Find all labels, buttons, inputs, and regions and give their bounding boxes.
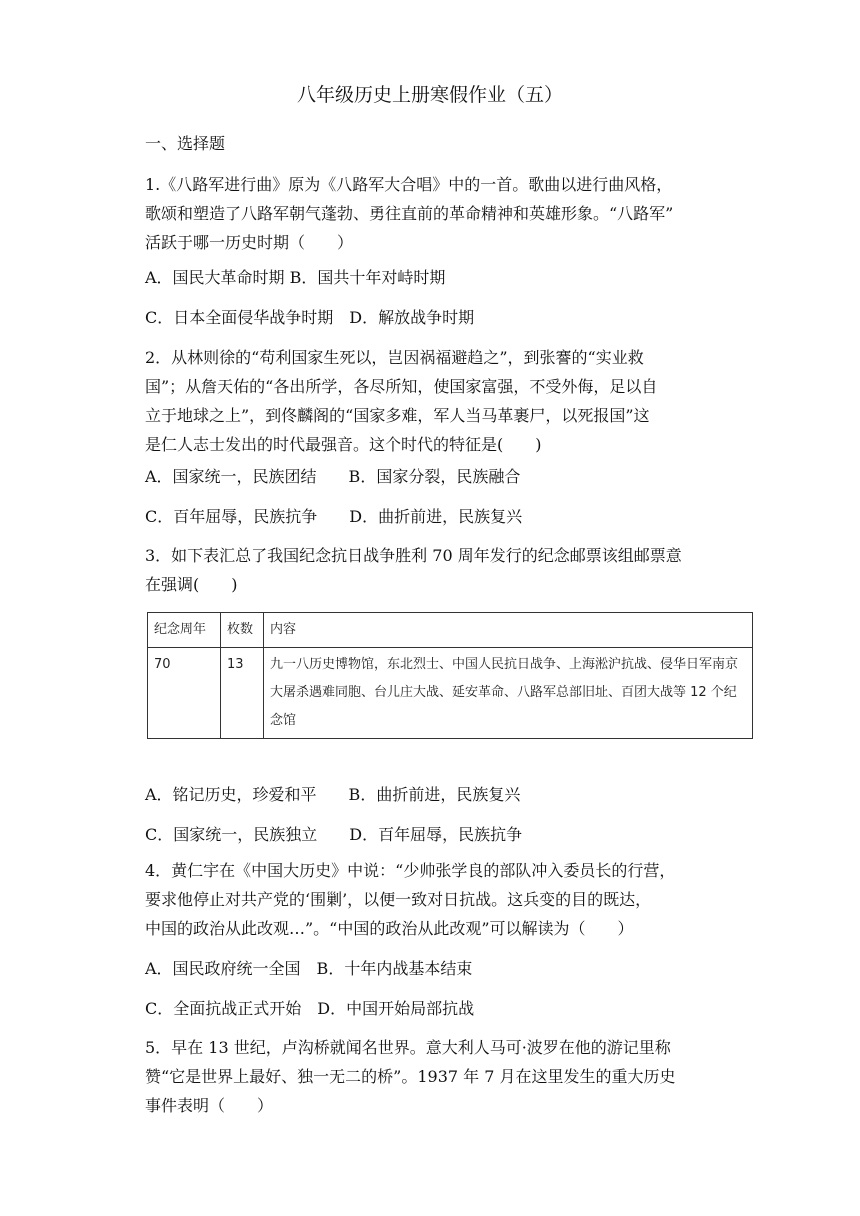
question-text-line: 2．从林则徐的“苟利国家生死以，岂因祸福避趋之”，到张謇的“实业救 [145,348,644,367]
question-4-options-ab: A．国民政府统一全国 B．十年内战基本结束 [145,959,473,978]
question-1-options-cd: C．日本全面侵华战争时期 D．解放战争时期 [145,308,475,327]
question-text-line: 事件表明（ ） [145,1096,274,1115]
page-title: 八年级历史上册寒假作业（五） [296,84,563,106]
question-3-options-ab: A．铭记历史，珍爱和平 B．曲折前进，民族复兴 [145,785,521,804]
stamp-table [147,612,753,739]
question-1 [145,170,725,257]
question-text-line: 5．早在 13 世纪，卢沟桥就闻名世界。意大利人马可·波罗在他的游记里称 [145,1038,671,1057]
question-2-options-ab: A．国家统一，民族团结 B．国家分裂，民族融合 [145,467,521,486]
question-text-line: 3．如下表汇总了我国纪念抗日战争胜利 70 周年发行的纪念邮票该组邮票意 [145,546,682,565]
question-text-line: 歌颂和塑造了八路军朝气蓬勃、勇往直前的革命精神和英雄形象。“八路军” [145,204,674,223]
table-cell: 九一八历史博物馆，东北烈士、中国人民抗日战争、上海淞沪抗战、侵华日军南京大屠杀遇难同胞、台儿庄大战、延安革命、八路军总部旧址、百团大战等 12 个纪念馆 [264,648,753,739]
table-header-cell: 内容 [264,613,753,648]
section-heading: 一、选择题 [145,134,226,153]
question-text-line: 1.《八路军进行曲》原为《八路军大合唱》中的一首。歌曲以进行曲风格， [145,175,673,194]
question-text-line: 中国的政治从此改观…”。“中国的政治从此改观”可以解读为（ ） [145,919,634,938]
question-2-options-cd: C．百年屈辱，民族抗争 D．曲折前进，民族复兴 [145,507,523,526]
question-text-line: 要求他停止对共产党的‘围剿’，以便一致对日抗战。这兵变的目的既达， [145,890,652,909]
question-text-line: 赞“它是世界上最好、独一无二的桥”。1937 年 7 月在这里发生的重大历史 [145,1067,676,1086]
table-header-cell: 枚数 [221,613,264,648]
question-text-line: 国”；从詹天佑的“各出所学，各尽所知，使国家富强，不受外侮，足以自 [145,377,658,396]
table-cell: 13 [221,648,264,739]
question-3-options-cd: C．国家统一，民族独立 D．百年屈辱，民族抗争 [145,825,523,844]
question-text-line: 活跃于哪一历史时期（ ） [145,233,354,252]
question-text-line: 4．黄仁宇在《中国大历史》中说：“少帅张学良的部队冲入委员长的行营， [145,861,676,880]
question-4 [145,856,725,943]
question-1-options-ab: A．国民大革命时期 B．国共十年对峙时期 [145,268,446,287]
question-3 [145,541,725,599]
question-text-line: 立于地球之上”，到佟麟阁的“国家多难，军人当马革裹尸，以死报国”这 [145,406,650,425]
table-header-row [148,613,753,648]
question-2 [145,343,725,459]
question-4-options-cd: C．全面抗战正式开始 D．中国开始局部抗战 [145,999,475,1018]
question-5 [145,1033,725,1120]
table-cell: 70 [148,648,221,739]
question-text-line: 是仁人志士发出的时代最强音。这个时代的特征是( ) [145,435,542,454]
table-header-cell: 纪念周年 [148,613,221,648]
table-row [148,648,753,739]
question-text-line: 在强调( ) [145,575,238,594]
